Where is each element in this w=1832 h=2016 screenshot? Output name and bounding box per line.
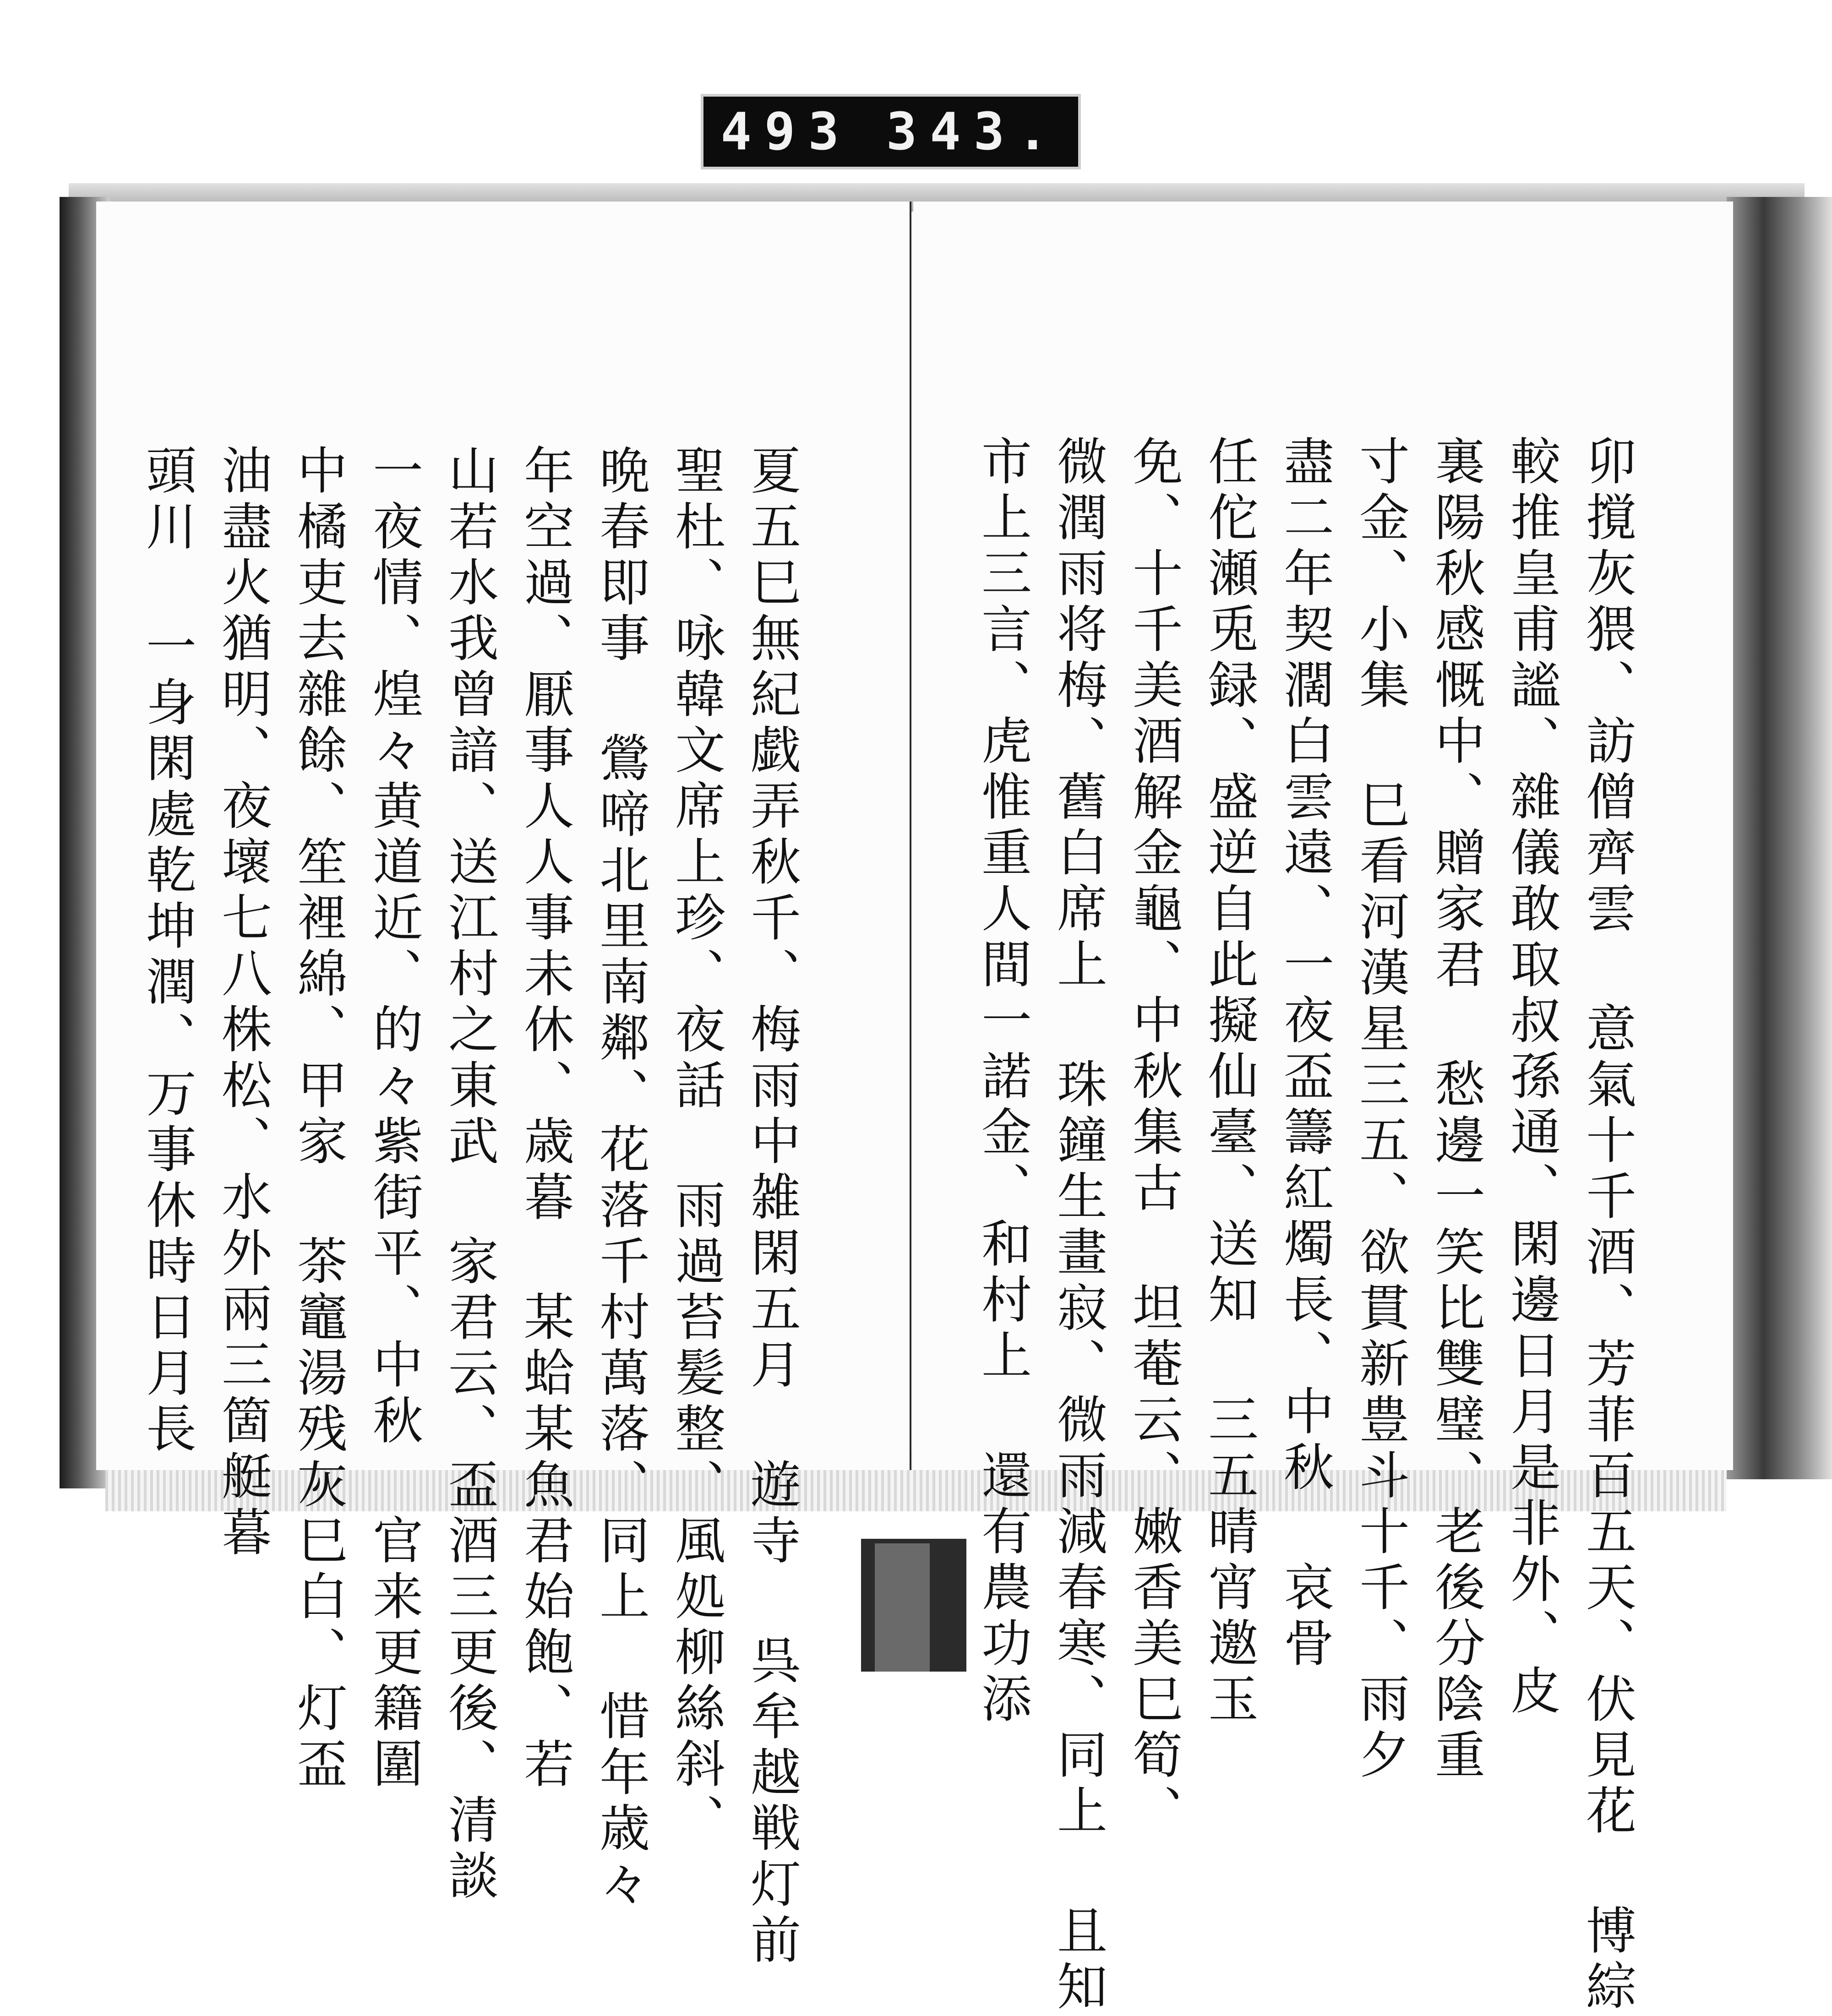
right-column-4: 任佗瀬兎録、盛逆自此擬仙臺、送知 三五晴宵邀玉 (1200, 435, 1259, 1728)
left-column-8: 聖杜、咏韓文席上珍、夜話 雨過苔髪整、風処柳絲斜、 (667, 444, 725, 1849)
right-column-7: 裏陽秋感慨中、贈家君 愁邊一笑比雙璧、老後分陰重 (1427, 435, 1485, 1784)
left-page (96, 202, 911, 1969)
left-column-5: 山若水我曾諳、送江村之東武 家君云、盃酒三更後、清談 (440, 444, 499, 1905)
left-column-3: 中橘吏去雜餘、笙裡綿、甲家 茶竈湯残灰巳白、灯盃 (289, 444, 348, 1793)
label-right-number: 343. (886, 102, 1061, 162)
left-column-1: 頭川 一身閑處乾坤潤、万事休時日月長 (138, 444, 196, 1458)
left-column-9: 夏五巳無紀戯弄秋千、梅雨中雑閑五月 遊寺 呉牟越戦灯前 (742, 444, 801, 1969)
right-column-8: 較推皇甫謐、雜儀敢取叔孫通、閑邊日月是非外、皮 (1502, 435, 1561, 1720)
left-column-4: 一夜情、煌々黄道近、的々紫街平、中秋 官来更籍圍 (365, 444, 423, 1793)
scan-label (701, 94, 1081, 169)
right-column-1: 市上三言、虎惟重人間一諾金、和村上 還有農功添 (973, 435, 1032, 1728)
right-column-5: 盡二年契濶白雲遠、一夜盃籌紅燭長、中秋 哀骨 (1276, 435, 1334, 1673)
left-column-7: 晩春即事 鶯啼北里南鄰、花落千村萬落、同上 惜年歳々 (591, 444, 650, 1913)
right-page (913, 202, 1733, 2016)
right-column-2: 微潤雨将梅、舊白席上 珠鐘生畫寂、微雨減春寒、同上 且知 (1049, 435, 1107, 2016)
book-right-edge (1727, 197, 1832, 1479)
right-column-9: 卯撹灰猥、訪僧齊雲 意氣十千酒、芳菲百五天、伏見花 博綜 (1578, 435, 1636, 2016)
label-left-number: 493 (720, 102, 852, 162)
left-column-2: 油盡火猶明、夜壞七八株松、水外兩三箇艇暮 (213, 444, 272, 1562)
left-column-6: 年空過、厭事人人事未休、歳暮 某蛤某魚君始飽、若 (516, 444, 574, 1793)
right-column-6: 寸金、小集 巳看河漢星三五、欲貫新豊斗十千、雨夕 (1351, 435, 1410, 1784)
spine-shadow-inner (875, 1543, 930, 1672)
right-column-3: 免、十千美酒解金龜、中秋集古 坦菴云、嫩香美巳筍、 (1124, 435, 1183, 1840)
